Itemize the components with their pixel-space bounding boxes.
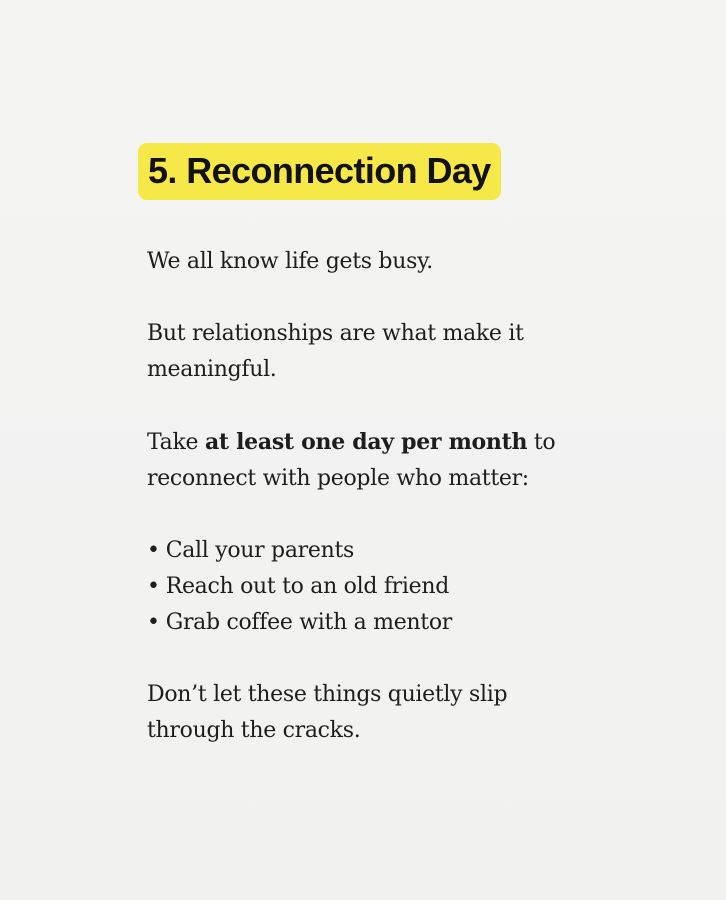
bullet-list: [147, 533, 667, 641]
paragraph-take-time-suffix: to: [527, 430, 556, 455]
paragraph-relationships-line-1: But relationships are what make it: [147, 321, 524, 346]
paragraph-take-time-emphasis: at least one day per month: [204, 429, 528, 455]
heading-highlight: [138, 143, 501, 200]
list-item-text: Reach out to an old friend: [165, 574, 450, 599]
list-item: [147, 605, 667, 641]
paragraph-take-time-prefix: Take: [147, 430, 205, 455]
paragraph-intro: [147, 244, 667, 280]
bullet-icon: •: [147, 610, 160, 635]
paragraph-closing-line-1: Don’t let these things quietly slip: [147, 682, 508, 707]
paragraph-take-time: [147, 424, 667, 497]
paragraph-intro-text: We all know life gets busy.: [147, 249, 433, 274]
paragraph-relationships: [147, 316, 667, 388]
list-item: [147, 533, 667, 569]
list-item: [147, 569, 667, 605]
bullet-icon: •: [147, 574, 160, 599]
list-item-text: Grab coffee with a mentor: [165, 610, 452, 635]
bullet-icon: •: [147, 538, 160, 563]
paragraph-relationships-line-2: meaningful.: [147, 357, 277, 382]
list-item-text: Call your parents: [165, 538, 354, 563]
paragraph-closing: [147, 677, 667, 749]
body-text: [147, 244, 667, 785]
page-title: 5. Reconnection Day: [148, 150, 491, 191]
paragraph-closing-line-2: through the cracks.: [147, 718, 361, 743]
paragraph-take-time-line-2: reconnect with people who matter:: [147, 466, 529, 491]
